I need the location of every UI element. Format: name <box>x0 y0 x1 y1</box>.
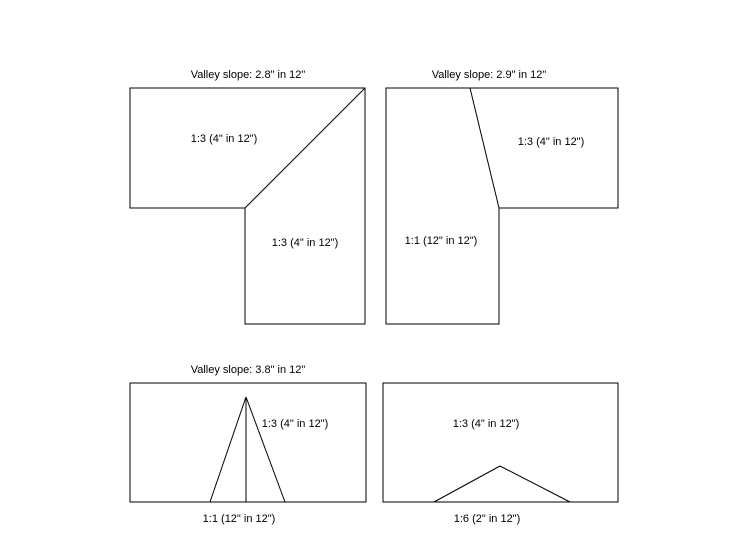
panel-top-right-left-plane-slope: 1:1 (12" in 12") <box>404 235 478 247</box>
panel-top-right-shape <box>386 88 618 324</box>
panel-bottom-left-title: Valley slope: 3.8" in 12" <box>190 364 306 376</box>
panel-top-right-right-plane-slope: 1:3 (4" in 12") <box>517 136 585 148</box>
panel-bottom-left-shape <box>130 383 366 502</box>
panel-bottom-right-outline <box>383 383 618 502</box>
panel-bottom-right-valley-left <box>434 466 500 502</box>
panel-bottom-left-valley-left <box>210 397 246 502</box>
panel-top-left-shape <box>130 88 365 324</box>
panel-top-left-upper-plane-slope: 1:3 (4" in 12") <box>190 133 258 145</box>
panel-top-left-title: Valley slope: 2.8" in 12" <box>190 69 306 81</box>
panel-bottom-left-outline <box>130 383 366 502</box>
panel-bottom-left-lower-plane-slope: 1:1 (12" in 12") <box>202 513 276 525</box>
panel-bottom-right-shape <box>383 383 618 502</box>
panel-bottom-left-upper-plane-slope: 1:3 (4" in 12") <box>261 418 329 430</box>
panel-top-right-title: Valley slope: 2.9" in 12" <box>431 69 547 81</box>
panel-top-left-valley-line <box>245 88 365 208</box>
panel-bottom-right-upper-plane-slope: 1:3 (4" in 12") <box>452 418 520 430</box>
panel-top-right-valley-line <box>470 88 499 208</box>
panel-bottom-right-lower-plane-slope: 1:6 (2" in 12") <box>453 513 521 525</box>
panel-top-right-outline <box>386 88 618 324</box>
panel-bottom-right-valley-right <box>500 466 570 502</box>
panel-bottom-left-valley-right <box>246 397 285 502</box>
panel-top-left-lower-plane-slope: 1:3 (4" in 12") <box>271 237 339 249</box>
